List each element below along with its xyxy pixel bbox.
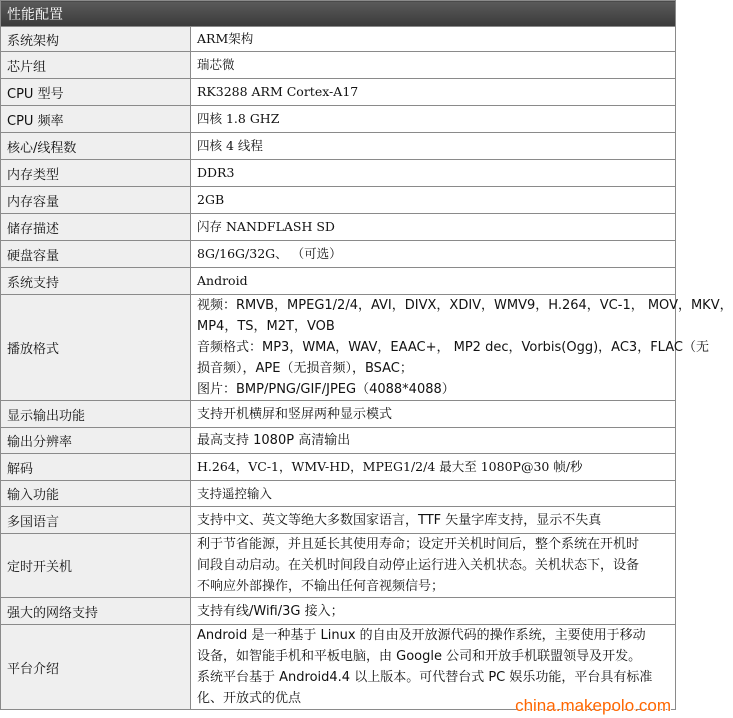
- spec-value: [191, 295, 733, 401]
- spec-value-line: 8G/16G/32G、 （可选）: [197, 246, 342, 261]
- spec-value-line: 支持遥控输入: [197, 485, 273, 501]
- spec-value-line: 四核 4 线程: [197, 138, 263, 153]
- spec-value-line: 支持开机横屏和竖屏两种显示模式: [197, 406, 393, 422]
- spec-value: [191, 160, 676, 187]
- spec-value: [191, 507, 676, 534]
- spec-label: 硬盘容量: [1, 241, 191, 268]
- spec-value-line: Android 是一种基于 Linux 的自由及开放源代码的操作系统，主要使用于移动: [197, 628, 646, 643]
- spec-value: [191, 268, 676, 295]
- spec-label: 显示输出功能: [1, 401, 191, 428]
- table-row: [1, 401, 676, 428]
- table-row: [1, 214, 676, 241]
- spec-label: CPU 频率: [1, 106, 191, 133]
- spec-value: [191, 52, 676, 79]
- spec-label: 内存类型: [1, 160, 191, 187]
- spec-label: 系统架构: [1, 27, 191, 52]
- table-row: [1, 268, 676, 295]
- table-row: [1, 481, 676, 507]
- spec-value-line: 损音频），APE（无损音频），BSAC；: [197, 361, 413, 376]
- spec-value-line: 支持有线/Wifi/3G 接入；: [197, 603, 344, 619]
- table-row: [1, 52, 676, 79]
- spec-value: [191, 534, 676, 598]
- spec-value-line: 系统平台基于 Android4.4 以上版本。可代替台式 PC 娱乐功能，平台具有标准: [197, 670, 653, 685]
- spec-value-line: 化、开放式的优点: [197, 691, 302, 706]
- spec-value: [191, 481, 676, 507]
- spec-value-line: 设备，如智能手机和平板电脑，由 Google 公司和开放手机联盟领导及开发。: [197, 649, 642, 664]
- spec-value-line: 闪存 NANDFLASH SD: [197, 219, 335, 234]
- table-row: [1, 187, 676, 214]
- table-header-row: [1, 1, 676, 27]
- spec-value-line: 最高支持 1080P 高清输出: [197, 433, 351, 448]
- spec-value-line: 间段自动启动。在关机时间段自动停止运行进入关机状态。关机状态下，设备: [197, 558, 640, 573]
- spec-value-line: 2GB: [197, 192, 225, 207]
- site-watermark: china.makepolo.com: [515, 696, 671, 715]
- spec-value: [191, 428, 676, 454]
- table-row: [1, 534, 676, 598]
- spec-label: 多国语言: [1, 507, 191, 534]
- spec-value: [191, 133, 676, 160]
- spec-value: [191, 214, 676, 241]
- spec-value: [191, 79, 676, 106]
- spec-label: 平台介绍: [1, 625, 191, 710]
- table-row: [1, 160, 676, 187]
- table-row: [1, 133, 676, 160]
- spec-value-line: MP4，TS，M2T，VOB: [197, 319, 335, 334]
- spec-value: [191, 27, 676, 52]
- table-row: [1, 428, 676, 454]
- table-row: [1, 79, 676, 106]
- table-title: 性能配置: [1, 1, 676, 27]
- table-row: [1, 295, 676, 401]
- table-row: [1, 507, 676, 534]
- spec-label: 芯片组: [1, 52, 191, 79]
- table-row: [1, 106, 676, 133]
- spec-label: 核心/线程数: [1, 133, 191, 160]
- table-row: [1, 454, 676, 481]
- spec-label: 内存容量: [1, 187, 191, 214]
- spec-value-line: 瑞芯微: [197, 57, 235, 72]
- spec-label: 输入功能: [1, 481, 191, 507]
- spec-value-line: H.264，VC-1，WMV-HD，MPEG1/2/4 最大至 1080P@30 帧/秒: [197, 459, 583, 474]
- spec-value-line: 视频：RMVB，MPEG1/2/4，AVI，DIVX，XDIV，WMV9，H.264，VC-1， MOV，MKV，: [197, 298, 733, 313]
- spec-value-line: 不响应外部操作，不输出任何音视频信号；: [197, 579, 445, 594]
- spec-value-line: Android: [197, 273, 248, 288]
- spec-value: [191, 187, 676, 214]
- spec-label: CPU 型号: [1, 79, 191, 106]
- spec-value-line: DDR3: [197, 165, 235, 180]
- spec-value: [191, 598, 676, 625]
- table-row: [1, 241, 676, 268]
- spec-label: 强大的网络支持: [1, 598, 191, 625]
- spec-value: [191, 241, 676, 268]
- spec-value-line: 利于节省能源，并且延长其使用寿命；设定开关机时间后，整个系统在开机时: [197, 537, 640, 552]
- spec-value-line: 图片：BMP/PNG/GIF/JPEG（4088*4088）: [197, 382, 455, 397]
- spec-label: 定时开关机: [1, 534, 191, 598]
- spec-label: 储存描述: [1, 214, 191, 241]
- spec-value-line: 四核 1.8 GHZ: [197, 111, 280, 126]
- spec-value-line: 支持中文、英文等绝大多数国家语言，TTF 矢量字库支持，显示不失真: [197, 512, 602, 528]
- spec-label: 系统支持: [1, 268, 191, 295]
- spec-value: [191, 401, 676, 428]
- spec-value: [191, 106, 676, 133]
- spec-value-line: ARM架构: [197, 31, 254, 46]
- spec-value-line: RK3288 ARM Cortex-A17: [197, 84, 359, 99]
- table-row: [1, 598, 676, 625]
- spec-value-line: 音频格式：MP3，WMA，WAV，EAAC+， MP2 dec，Vorbis(Ogg)，AC3，FLAC（无: [197, 340, 709, 355]
- table-row: [1, 27, 676, 52]
- spec-label: 输出分辨率: [1, 428, 191, 454]
- spec-value: [191, 454, 676, 481]
- spec-label: 解码: [1, 454, 191, 481]
- spec-label: 播放格式: [1, 295, 191, 401]
